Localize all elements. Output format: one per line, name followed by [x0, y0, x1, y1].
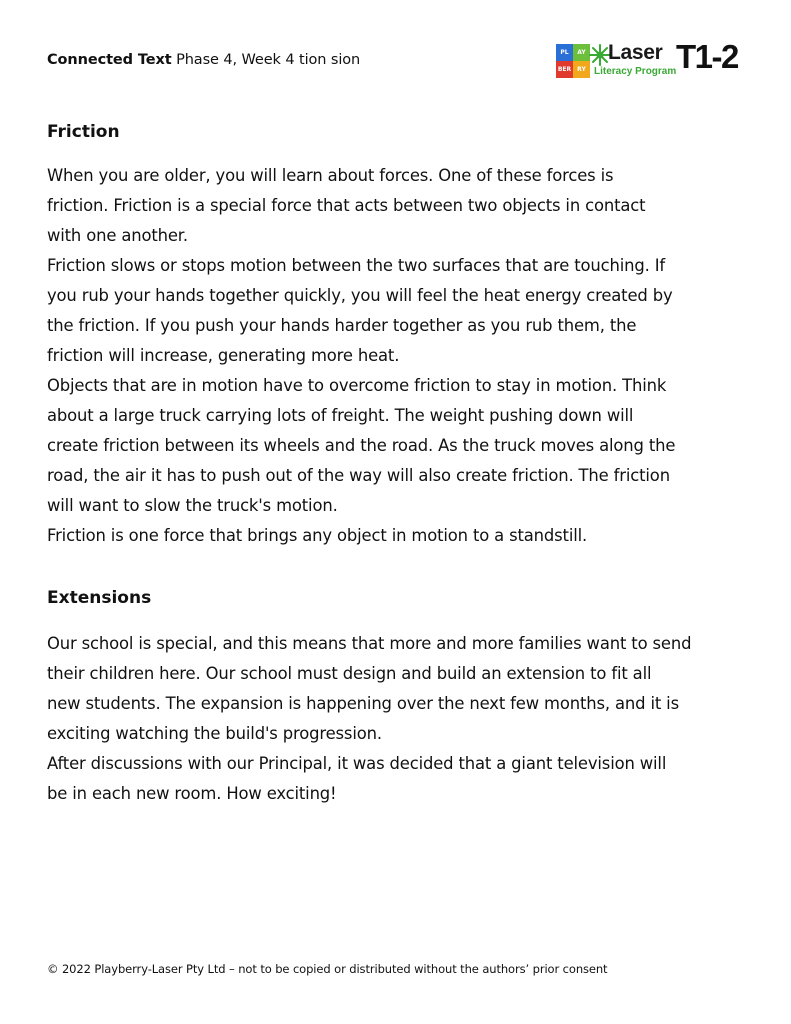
logo-cell: PL: [556, 44, 573, 61]
copyright-footer: © 2022 Playberry-Laser Pty Ltd – not to be copied or distributed without the authors’ prior consent: [47, 962, 608, 976]
text-line: with one another.: [47, 226, 188, 245]
text-line: the friction. If you push your hands harder together as you rub them, the: [47, 316, 637, 335]
logo-cell: RY: [573, 61, 590, 78]
header-bold-text: Connected Text: [47, 52, 172, 68]
logo-tagline: Literacy Program: [594, 66, 677, 77]
section-body-friction: [47, 161, 747, 551]
laser-logo: [556, 38, 740, 80]
text-line: you rub your hands together quickly, you will feel the heat energy created by: [47, 286, 673, 305]
header-rest-text: Phase 4, Week 4 tion sion: [171, 52, 361, 68]
text-line: After discussions with our Principal, it was decided that a giant television will: [47, 754, 667, 773]
text-line: friction. Friction is a special force that acts between two objects in contact: [47, 196, 646, 215]
logo-level: T1-2: [676, 38, 738, 75]
text-line: Friction is one force that brings any object in motion to a standstill.: [47, 526, 588, 545]
logo-brand-word: Laser: [608, 41, 663, 64]
playberry-logo-grid: [556, 44, 590, 78]
text-line: Our school is special, and this means that more and more families want to send: [47, 634, 692, 653]
text-line: be in each new room. How exciting!: [47, 784, 337, 803]
section-title-friction: Friction: [47, 122, 120, 142]
text-line: Friction slows or stops motion between the two surfaces that are touching. If: [47, 256, 666, 275]
text-line: new students. The expansion is happening over the next few months, and it is: [47, 694, 679, 713]
text-line: When you are older, you will learn about forces. One of these forces is: [47, 166, 614, 185]
section-title-extensions: Extensions: [47, 588, 152, 608]
text-line: friction will increase, generating more heat.: [47, 346, 400, 365]
logo-cell: AY: [573, 44, 590, 61]
text-line: exciting watching the build's progression.: [47, 724, 382, 743]
text-line: road, the air it has to push out of the way will also create friction. The friction: [47, 466, 670, 485]
logo-cell: BER: [556, 61, 573, 78]
text-line: will want to slow the truck's motion.: [47, 496, 338, 515]
text-line: their children here. Our school must design and build an extension to fit all: [47, 664, 652, 683]
header-title: [47, 52, 360, 68]
text-line: Objects that are in motion have to overcome friction to stay in motion. Think: [47, 376, 667, 395]
text-line: create friction between its wheels and the road. As the truck moves along the: [47, 436, 676, 455]
section-body-extensions: [47, 629, 747, 809]
text-line: about a large truck carrying lots of freight. The weight pushing down will: [47, 406, 634, 425]
